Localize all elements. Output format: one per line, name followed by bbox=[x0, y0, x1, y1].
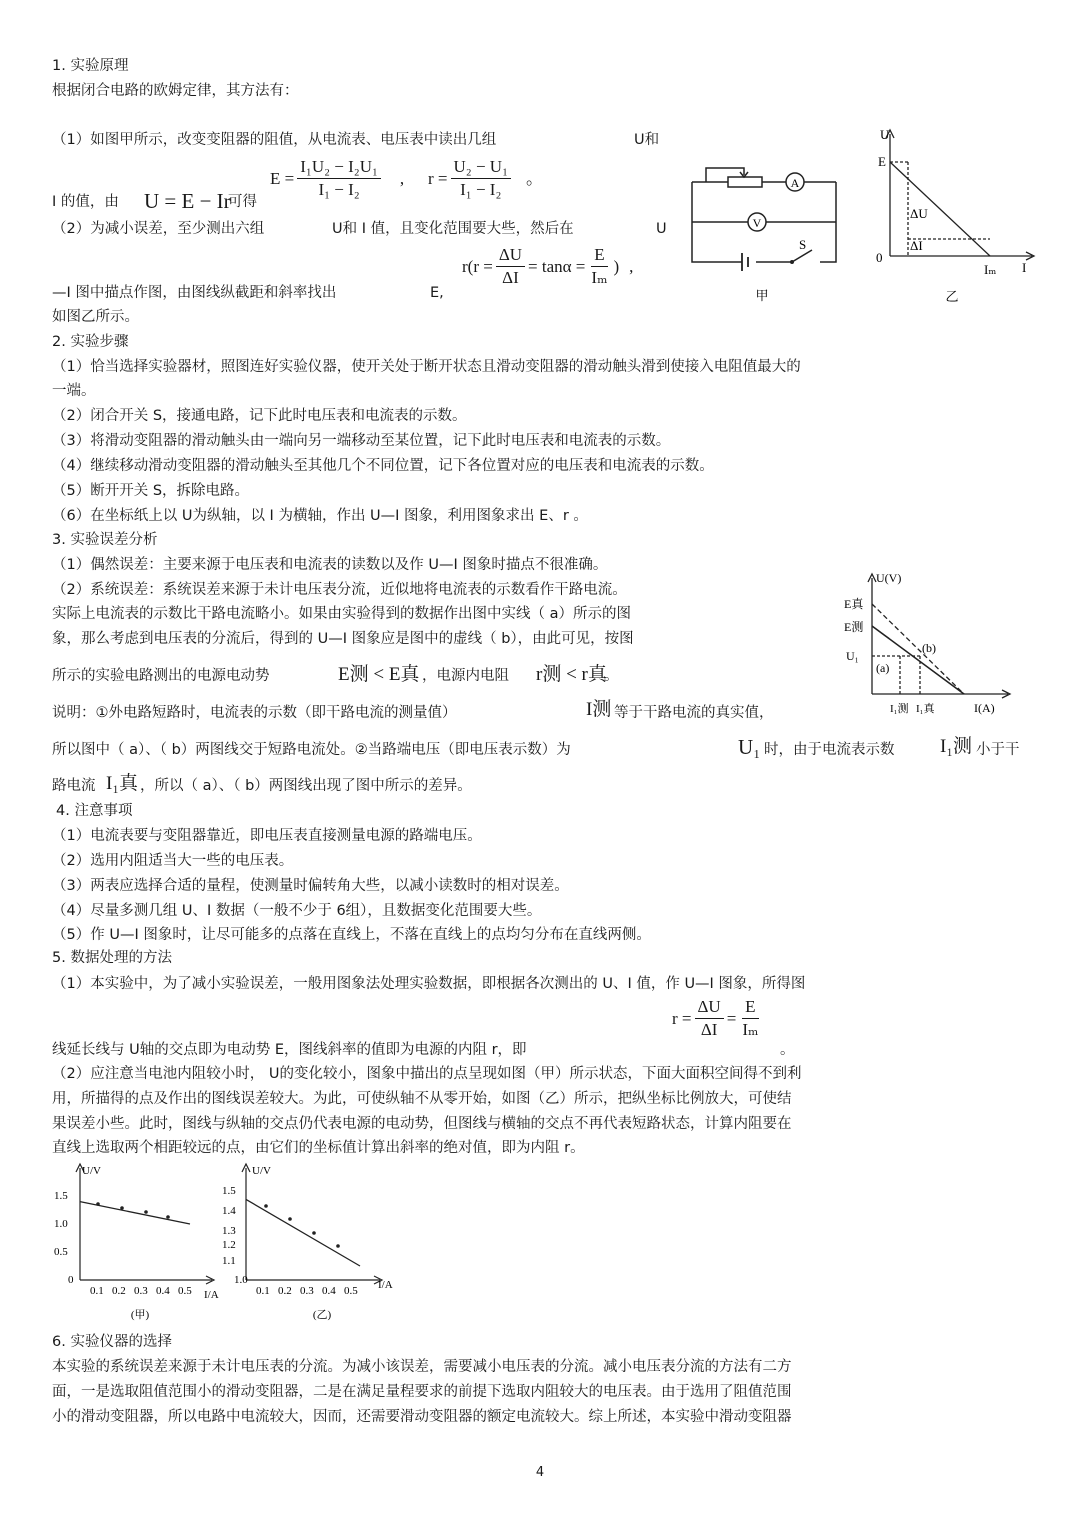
i1-measured: I₁测 bbox=[940, 736, 972, 757]
graph-jia-xtick: 0.1 bbox=[90, 1285, 104, 1297]
graph-jia-x-label: I/A bbox=[204, 1289, 219, 1301]
ui-fig-origin: 0 bbox=[876, 250, 883, 265]
resistance-fraction bbox=[451, 156, 512, 201]
step1-line-a: （1）恰当选择实验器材，照图连好实验仪器，使开关处于断开状态且滑动变阻器的滑动触头滑到使接入电阻值最大的 bbox=[52, 359, 801, 375]
method2-line-b: U和 I 值，且变化范围要大些，然后在 bbox=[332, 221, 574, 237]
step1-line-b: 一端。 bbox=[52, 383, 96, 399]
selection-p2: 面，一是选取阻值范围小的滑动变阻器，二是在满足量程要求的前提下选取内阻较大的电压表。由于选用了阻值范围 bbox=[52, 1384, 792, 1400]
error3: 实际上电流表的示数比干路电流略小。如果由实验得到的数据作出图中实线（ a）所示的图 bbox=[52, 606, 631, 622]
graph-jia-xtick: 0.5 bbox=[178, 1285, 192, 1297]
step5: （5）断开开关 S，拆除电路。 bbox=[52, 483, 250, 499]
graph-yi-ytick: 1.1 bbox=[222, 1255, 236, 1267]
error5-b: ，电源内电阻 bbox=[422, 668, 509, 684]
graph-jia-ytick: 1.5 bbox=[54, 1190, 68, 1202]
graph-jia-point bbox=[144, 1210, 148, 1214]
graph-yi-point bbox=[264, 1204, 268, 1208]
resistance-formula: r = $\frac{\text{U₂ − U₁}}{\text{I₁ − I₂}}$ 。 bbox=[428, 157, 543, 199]
method1-line-c: I 的值，由 bbox=[52, 194, 119, 210]
switch-label: S bbox=[799, 237, 807, 252]
section6-heading: 6. 实验仪器的选择 bbox=[52, 1334, 172, 1350]
graph-yi-data-line bbox=[246, 1199, 360, 1266]
error4: 象，那么考虑到电压表的分流后，得到的 U—I 图象应是图中的虚线（ b），由此可见，按图 bbox=[52, 631, 634, 647]
method2-line-c: U bbox=[656, 221, 667, 237]
ui-triangle-figure bbox=[862, 126, 1042, 306]
graph-yi-xtick: 0.3 bbox=[300, 1285, 314, 1297]
ir-denominator-2: Iₘ bbox=[742, 1020, 759, 1039]
data1: （1）本实验中，为了减小实验误差，一般用图象法处理实验数据，即根据各次测出的 U、I 值，作 U—I 图象，所得图 bbox=[52, 976, 806, 992]
err-fig-u-axis: U(V) bbox=[876, 571, 902, 585]
slope-numerator-2: E bbox=[591, 244, 607, 267]
err-fig-u1: U₁ bbox=[846, 649, 859, 663]
note3-a: 路电流 bbox=[52, 778, 96, 794]
graph-jia-point bbox=[120, 1206, 124, 1210]
data3: （2）应注意当电池内阻较小时， U的变化较小，图象中描出的点呈现如图（甲）所示状态，下面大面积空间得不到利 bbox=[52, 1066, 802, 1082]
figure-yi-caption: 乙 bbox=[945, 289, 959, 304]
rheostat-icon bbox=[728, 177, 762, 187]
tip1: （1）电流表要与变阻器靠近，即电压表直接测量电源的路端电压。 bbox=[52, 828, 482, 844]
i1-true: I₁真 bbox=[106, 773, 138, 794]
method2-line-a: （2）为减小误差，至少测出六组 bbox=[52, 221, 265, 237]
emf-fraction bbox=[297, 156, 381, 201]
ui-fig-im-label: Iₘ bbox=[984, 262, 997, 277]
resistance-lhs: r = bbox=[428, 168, 448, 188]
data4: 用，所描得的点及作出的图线误差较大。为此，可使纵轴不从零开始，如图（乙）所示，把纵坐标比例放大，可使结 bbox=[52, 1091, 792, 1107]
graph-yi-point bbox=[312, 1231, 316, 1235]
section1-heading: 1. 实验原理 bbox=[52, 58, 129, 74]
graph-yi-ytick: 1.0 bbox=[234, 1274, 248, 1286]
graph-yi-ytick: 1.2 bbox=[222, 1239, 236, 1251]
error5-c: 。 bbox=[604, 668, 619, 684]
slope-middle: = tanα = bbox=[528, 256, 586, 276]
data2-a: 线延长线与 U轴的交点即为电动势 E，图线斜率的值即为电源的内阻 r，即 bbox=[52, 1042, 527, 1058]
method2-line-e: E, bbox=[430, 285, 444, 301]
switch-icon bbox=[790, 260, 794, 264]
graph-yi-xtick: 0.1 bbox=[256, 1285, 270, 1297]
resistance-numerator: U₂ − U₁ bbox=[451, 156, 512, 179]
voltmeter-label: V bbox=[752, 216, 762, 230]
ir-denominator-1: ΔI bbox=[700, 1020, 718, 1039]
ui-fig-e-label: E bbox=[878, 154, 886, 169]
step6: （6）在坐标纸上以 U为纵轴，以 I 为横轴，作出 U—I 图象，利用图象求出 E、r 。 bbox=[52, 508, 588, 524]
slope-suffix: ) bbox=[613, 256, 620, 276]
graph-yi-point bbox=[336, 1244, 340, 1248]
section3-heading: 3. 实验误差分析 bbox=[52, 532, 158, 548]
emf-lhs: E = bbox=[270, 168, 295, 188]
emf-numerator: I₁U₂ − I₂U₁ bbox=[297, 156, 381, 179]
step4: （4）继续移动滑动变阻器的滑动触头至其他几个不同位置，记下各位置对应的电压表和电流表的示数。 bbox=[52, 458, 714, 474]
method1-line-b: U和 bbox=[634, 132, 660, 148]
method1-line-a: （1）如图甲所示，改变变阻器的阻值，从电流表、电压表中读出几组 bbox=[52, 132, 497, 148]
selection-p3: 小的滑动变阻器，所以电路中电流较大，因而，还需要滑动变阻器的额定电流较大。综上所述，本实验中滑动变阻器 bbox=[52, 1409, 792, 1425]
graph-jia-ytick: 1.0 bbox=[54, 1218, 68, 1230]
internal-resistance-formula bbox=[672, 996, 764, 1041]
section1-intro: 根据闭合电路的欧姆定律，其方法有： bbox=[52, 83, 299, 99]
tip5: （5）作 U—I 图象时，让尽可能多的点落在直线上，不落在直线上的点均匀分布在直线两侧。 bbox=[52, 927, 651, 943]
graph-jia bbox=[52, 1160, 222, 1326]
err-fig-e-true: E真 bbox=[844, 597, 864, 611]
slope-denominator-1: ΔI bbox=[502, 268, 519, 287]
emf-inequality: E测 < E真 bbox=[338, 664, 420, 685]
battery-icon bbox=[742, 253, 748, 271]
graph-yi bbox=[222, 1160, 402, 1326]
graph-jia-ytick: 0 bbox=[68, 1274, 74, 1286]
note3-b: ，所以（ a）、（ b）两图线出现了图中所示的差异。 bbox=[140, 778, 472, 794]
note2-b: 时，由于电流表示数 bbox=[764, 742, 895, 758]
graph-yi-xtick: 0.2 bbox=[278, 1285, 292, 1297]
ir-numerator-1: ΔU bbox=[695, 996, 724, 1019]
data2-b: 。 bbox=[780, 1042, 795, 1058]
err-fig-line-a: (a) bbox=[876, 661, 890, 675]
selection-p1: 本实验的系统误差来源于未计电压表的分流。为减小该误差，需要减小电压表的分流。减小电压表分流的方法有二方 bbox=[52, 1359, 792, 1375]
ir-lhs: r = bbox=[672, 1008, 692, 1028]
resistance-inequality: r测 < r真 bbox=[536, 664, 607, 685]
resistance-denominator: I₁ − I₂ bbox=[460, 180, 502, 199]
graph-yi-point bbox=[288, 1217, 292, 1221]
circuit-diagram bbox=[688, 150, 848, 305]
section4-heading: 4. 注意事项 bbox=[56, 803, 133, 819]
step3: （3）将滑动变阻器的滑动触头由一端向另一端移动至某位置，记下此时电压表和电流表的示数。 bbox=[52, 433, 671, 449]
ir-fraction-2 bbox=[739, 996, 761, 1041]
graph-yi-ytick: 1.5 bbox=[222, 1185, 236, 1197]
graph-jia-ytick: 0.5 bbox=[54, 1246, 68, 1258]
section5-heading: 5. 数据处理的方法 bbox=[52, 950, 172, 966]
method2-line-f: 如图乙所示。 bbox=[52, 309, 139, 325]
tip3: （3）两表应选择合适的量程，使测量时偏转角大些，以减小读数时的相对误差。 bbox=[52, 878, 569, 894]
graph-yi-xtick: 0.5 bbox=[344, 1285, 358, 1297]
ui-fig-delta-u: ΔU bbox=[910, 206, 928, 221]
graph-jia-point bbox=[166, 1215, 170, 1219]
slope-fraction-1 bbox=[496, 244, 525, 289]
i-measured: I测 bbox=[586, 699, 612, 720]
graph-yi-x-label: I/A bbox=[378, 1279, 393, 1291]
slope-formula: r(r = $\frac{\Delta U}{\Delta I}$ = tanα = $\frac{E}{\text{Iₘ}}$ ) , bbox=[462, 245, 634, 287]
graph-jia-xtick: 0.2 bbox=[112, 1285, 126, 1297]
error5-a: 所示的实验电路测出的电源电动势 bbox=[52, 668, 270, 684]
tip2: （2）选用内阻适当大一些的电压表。 bbox=[52, 853, 294, 869]
ir-numerator-2: E bbox=[742, 996, 758, 1019]
step2: （2）闭合开关 S，接通电路，记下此时电压表和电流表的示数。 bbox=[52, 408, 467, 424]
ir-fraction-1 bbox=[695, 996, 724, 1041]
u1-symbol: U₁ bbox=[738, 735, 761, 759]
ui-fig-delta-i: ΔI bbox=[910, 238, 923, 253]
slope-denominator-2: Iₘ bbox=[591, 268, 608, 287]
err-fig-e-meas: E测 bbox=[844, 620, 864, 634]
graph-jia-point bbox=[96, 1202, 100, 1206]
emf-denominator: I₁ − I₂ bbox=[318, 180, 360, 199]
error2: （2）系统误差：系统误差来源于未计电压表分流，近似地将电流表的示数看作干路电流。 bbox=[52, 582, 627, 598]
page-number: 4 bbox=[535, 1465, 545, 1480]
error-analysis-figure bbox=[840, 568, 1020, 720]
graph-jia-y-label: U/V bbox=[82, 1165, 101, 1177]
err-fig-i1-meas: I₁测 bbox=[890, 703, 909, 715]
ohm-law-equation: U = E − Ir bbox=[144, 189, 231, 213]
data5: 果误差小些。此时，图线与纵轴的交点仍代表电源的电动势，但图线与横轴的交点不再代表短路状态，计算内阻要在 bbox=[52, 1116, 792, 1132]
figure-jia-caption: 甲 bbox=[755, 288, 769, 303]
ammeter-label: A bbox=[790, 176, 800, 190]
ui-fig-u-axis: U bbox=[880, 127, 890, 142]
graph-jia-caption: (甲) bbox=[130, 1309, 150, 1321]
note1-b: 等于干路电流的真实值， bbox=[614, 705, 774, 721]
err-fig-line-b: (b) bbox=[922, 641, 936, 655]
err-fig-i-axis: I(A) bbox=[974, 701, 995, 715]
method1-line-d: 可得 bbox=[228, 194, 257, 210]
ui-fig-i-axis: I bbox=[1022, 260, 1027, 275]
graph-jia-xtick: 0.3 bbox=[134, 1285, 148, 1297]
graph-yi-ytick: 1.3 bbox=[222, 1225, 236, 1237]
slope-prefix: r(r = bbox=[462, 256, 493, 276]
note1-a: 说明：①外电路短路时，电流表的示数（即干路电流的测量值） bbox=[52, 705, 457, 721]
note2-c: 小于干 bbox=[976, 742, 1020, 758]
note2-a: 所以图中（ a）、（ b）两图线交于短路电流处。②当路端电压（即电压表示数）为 bbox=[52, 742, 571, 758]
tip4: （4）尽量多测几组 U、I 数据（一般不少于 6组），且数据变化范围要大些。 bbox=[52, 903, 542, 919]
method2-line-d: —I 图中描点作图，由图线纵截距和斜率找出 bbox=[52, 285, 337, 301]
graph-yi-caption: (乙) bbox=[312, 1309, 332, 1321]
slope-fraction-2 bbox=[588, 244, 610, 289]
slope-numerator-1: ΔU bbox=[496, 244, 525, 267]
err-fig-i1-true: I₁真 bbox=[916, 703, 935, 715]
section2-heading: 2. 实验步骤 bbox=[52, 334, 129, 350]
ir-equals: = bbox=[726, 1008, 737, 1028]
data6: 直线上选取两个相距较远的点，由它们的坐标值计算出斜率的绝对值，即为内阻 r。 bbox=[52, 1140, 585, 1156]
error1: （1）偶然误差：主要来源于电压表和电流表的读数以及作 U—I 图象时描点不很准确。 bbox=[52, 557, 608, 573]
emf-formula: E = $\frac{\text{I₁U₂ − I₂U₁}}{\text{I₁ − I₂}}$ , bbox=[270, 157, 405, 199]
graph-yi-y-label: U/V bbox=[252, 1165, 271, 1177]
graph-yi-xtick: 0.4 bbox=[322, 1285, 336, 1297]
graph-jia-xtick: 0.4 bbox=[156, 1285, 170, 1297]
graph-yi-ytick: 1.4 bbox=[222, 1205, 236, 1217]
